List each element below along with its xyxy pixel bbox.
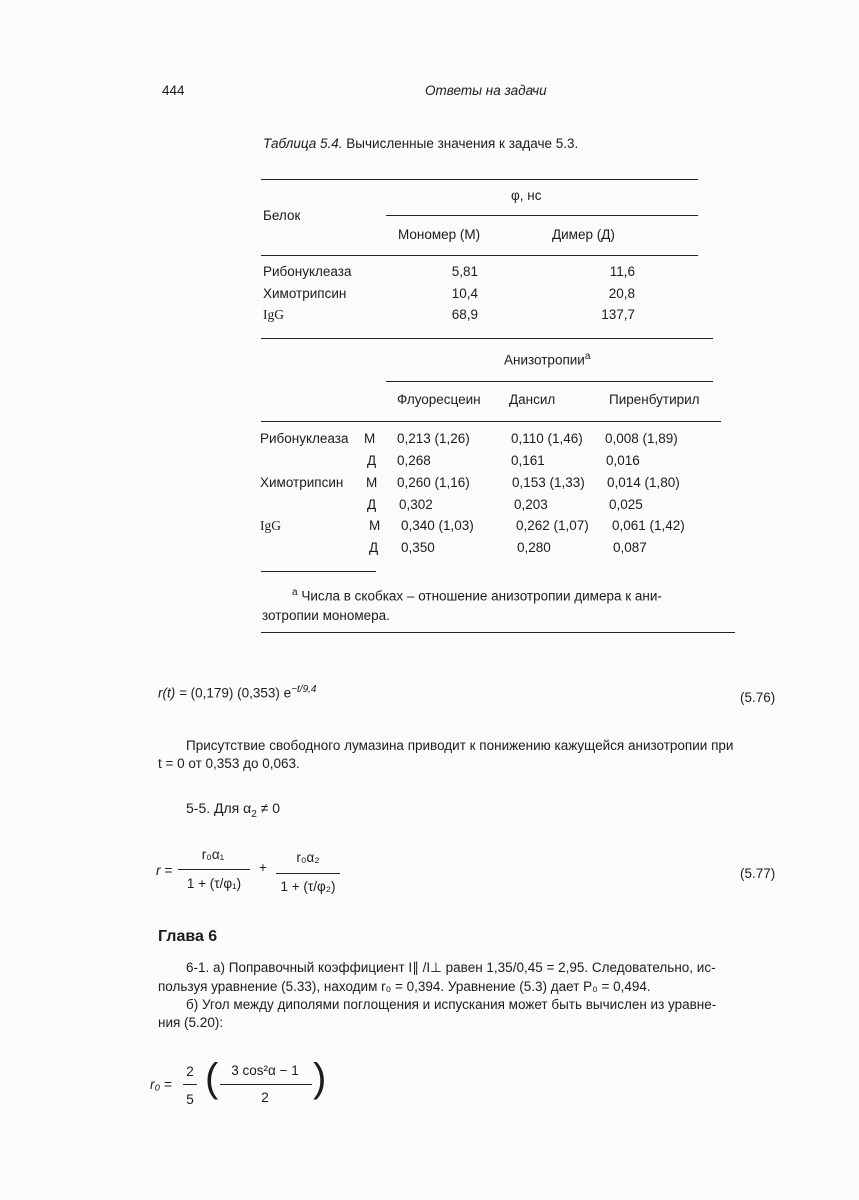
problem55-cond: α	[243, 800, 252, 816]
eq577-num2: r₀α₂	[296, 850, 320, 865]
table1-col-monomer: Мономер (М)	[398, 227, 481, 242]
table2-cell-pyrenebutyryl: 0,087	[613, 540, 647, 555]
table1-group-rule	[386, 215, 698, 216]
running-title: Ответы на задачи	[425, 83, 547, 98]
table-caption-prefix: Таблица 5.4.	[263, 136, 343, 151]
table1-cell-monomer: 5,81	[451, 264, 478, 279]
table1-row-protein: IgG	[263, 307, 284, 322]
eq577-den2: 1 + (τ/φ₂)	[280, 879, 336, 894]
eq-r0-lhs: r₀ =	[150, 1077, 172, 1092]
table2-row-protein: IgG	[260, 518, 281, 533]
table2-cell-fluorescein: 0,213 (1,26)	[397, 431, 470, 446]
problem61-b-line1: б) Угол между диполями поглощения и испускания может быть вычислен из уравне-	[186, 997, 717, 1012]
problem55-label: 5-5. Для	[186, 800, 240, 816]
table2-cell-pyrenebutyryl: 0,061 (1,42)	[612, 518, 685, 533]
eq576-number: (5.76)	[740, 690, 776, 705]
table2-cell-dansyl: 0,203	[514, 497, 548, 512]
problem55-cond-rest: ≠ 0	[256, 800, 281, 816]
table1-top-rule	[261, 179, 698, 180]
table2-header-rule	[261, 421, 721, 422]
table-caption	[263, 136, 578, 151]
table2-cell-dansyl: 0,262 (1,07)	[516, 518, 589, 533]
eq576-body: (0,179) (0,353) e	[190, 685, 292, 701]
table1-header-rule	[261, 255, 698, 256]
table2-footnote	[292, 587, 662, 604]
eq-r0-inner-num: 3 cos²α − 1	[231, 1063, 299, 1078]
table2-row-form: М	[366, 475, 378, 490]
table2-col-pyrenebutyryl: Пиренбутирил	[609, 392, 700, 407]
eq576-exponent: −t/9,4	[291, 684, 317, 695]
table1-group-header: φ, нс	[511, 188, 542, 203]
table2-row-protein: Рибонуклеаза	[260, 431, 349, 446]
paragraph1-line2: t = 0 от 0,353 до 0,063.	[158, 756, 300, 771]
eq-r0-fraction-line	[183, 1084, 197, 1085]
table2-col-fluorescein: Флуоресцеин	[397, 392, 481, 407]
table1-cell-monomer: 10,4	[451, 286, 478, 301]
table2-col-dansyl: Дансил	[509, 392, 556, 407]
eq577-num1: r₀α₁	[201, 847, 225, 862]
table1-bottom-rule	[261, 338, 713, 339]
table2-cell-pyrenebutyryl: 0,016	[606, 453, 640, 468]
eq-r0-inner-fraction-line	[220, 1084, 312, 1085]
table2-cell-dansyl: 0,153 (1,33)	[512, 475, 585, 490]
footnote-rule	[261, 571, 376, 572]
page-number: 444	[162, 83, 185, 98]
problem61-a-line2: пользуя уравнение (5.33), находим r₀ = 0,394. Уравнение (5.3) дает P₀ = 0,494.	[158, 979, 651, 994]
paragraph1-line1: Присутствие свободного лумазина приводит к понижению кажущейся анизотропии при	[186, 738, 734, 753]
table1-col-dimer: Димер (Д)	[552, 227, 615, 242]
table1-cell-dimer: 20,8	[608, 286, 635, 301]
table2-cell-fluorescein: 0,340 (1,03)	[401, 518, 474, 533]
table2-row-form: М	[369, 518, 381, 533]
eq577-lhs: r =	[156, 863, 173, 878]
table1-row-header: Белок	[263, 208, 301, 223]
eq576-lhs: r(t) =	[158, 685, 191, 701]
problem55-cond-sub: 2	[251, 808, 257, 820]
table2-cell-fluorescein: 0,350	[401, 540, 435, 555]
table2-cell-dansyl: 0,161	[511, 453, 545, 468]
problem61-a-line1: 6-1. а) Поправочный коэффициент I∥ /I⊥ равен 1,35/0,45 = 2,95. Следовательно, ис-	[186, 960, 716, 975]
eq577-fraction-line1	[178, 869, 250, 870]
eq577-plus: +	[259, 860, 267, 875]
table2-cell-fluorescein: 0,302	[399, 497, 433, 512]
eq-r0-num: 2	[186, 1064, 194, 1079]
table2-cell-pyrenebutyryl: 0,008 (1,89)	[605, 431, 678, 446]
table2-cell-fluorescein: 0,260 (1,16)	[397, 475, 470, 490]
table2-group-header	[504, 351, 590, 368]
equation-5-76	[158, 684, 317, 701]
table1-cell-monomer: 68,9	[451, 307, 478, 322]
table2-cell-dansyl: 0,280	[517, 540, 551, 555]
problem-5-5	[186, 800, 280, 820]
eq-r0-left-paren: (	[205, 1056, 219, 1100]
footnote-mark: a	[584, 351, 591, 362]
table1-cell-dimer: 137,7	[601, 307, 635, 322]
table2-cell-dansyl: 0,110 (1,46)	[511, 431, 583, 446]
eq577-fraction-line2	[276, 873, 340, 874]
eq-r0-right-paren: )	[313, 1056, 327, 1100]
eq-r0-inner-den: 2	[261, 1090, 269, 1105]
table2-group-rule	[386, 381, 713, 382]
eq577-number: (5.77)	[740, 866, 776, 881]
problem61-b-line2: ния (5.20):	[158, 1015, 224, 1030]
table-caption-text: Вычисленные значения к задаче 5.3.	[346, 136, 579, 151]
table1-row-protein: Рибонуклеаза	[263, 264, 352, 279]
eq577-den1: 1 + (τ/φ₁)	[186, 876, 242, 891]
table2-cell-pyrenebutyryl: 0,025	[609, 497, 643, 512]
table2-row-form: Д	[367, 453, 377, 468]
table2-bottom-rule	[261, 632, 735, 633]
footnote-mark: a	[292, 587, 298, 598]
chapter-heading: Глава 6	[158, 928, 218, 945]
table1-cell-dimer: 11,6	[609, 264, 635, 279]
table2-cell-pyrenebutyryl: 0,014 (1,80)	[607, 475, 680, 490]
table2-row-form: М	[364, 431, 376, 446]
table2-row-protein: Химотрипсин	[260, 475, 344, 490]
table2-row-form: Д	[369, 540, 379, 555]
table1-row-protein: Химотрипсин	[263, 286, 347, 301]
eq-r0-den: 5	[186, 1092, 194, 1107]
footnote-line2: зотропии мономера.	[262, 608, 390, 623]
table2-row-form: Д	[367, 497, 377, 512]
table2-cell-fluorescein: 0,268	[397, 453, 431, 468]
table2-group-label: Анизотропии	[504, 352, 585, 368]
footnote-line1: Числа в скобках – отношение анизотропии димера к ани-	[301, 588, 662, 604]
